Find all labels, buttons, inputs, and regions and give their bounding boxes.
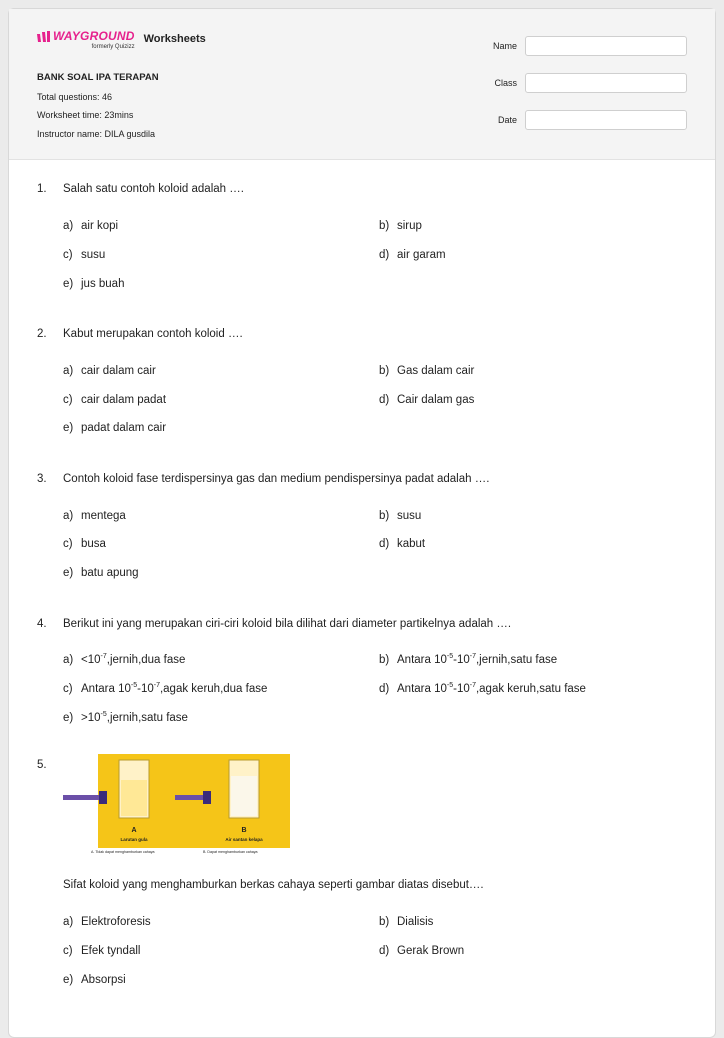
flashlight-a-head [99,791,107,804]
option-e[interactable] [63,712,188,724]
option-text: susu [397,510,422,522]
option-text: Cair dalam gas [397,394,475,406]
option-text: ,jernih,satu fase [475,654,558,666]
option-c[interactable] [63,683,267,695]
option-text: Absorpsi [81,974,126,986]
option-text: Gas dalam cair [397,365,475,377]
question-text: Kabut merupakan contoh koloid …. [63,328,243,340]
option-letter: b) [379,365,390,377]
option-e[interactable] [63,278,124,290]
worksheet-header [9,9,715,160]
date-label: Date [497,115,517,125]
option-e[interactable] [63,567,139,579]
option-a[interactable] [63,916,151,928]
option-exponent: -7 [153,682,160,689]
figure-label-b: B [241,827,247,834]
option-letter: d) [379,683,390,695]
option-d[interactable] [379,538,425,550]
option-letter: e) [63,567,74,579]
tyndall-effect-figure [63,754,263,856]
question-2 [37,328,697,434]
beaker-a-liquid [121,780,147,816]
question-number: 4. [37,618,47,630]
figure-caption-b: B. Dapat menghamburkan cahaya [203,850,258,854]
option-text: >10 [81,712,101,724]
option-letter: e) [63,422,74,434]
option-text: -10 [453,654,470,666]
option-a[interactable] [63,510,126,522]
brand [37,29,206,50]
question-4 [37,618,697,724]
option-d[interactable] [379,394,474,406]
option-text: Antara 10 [397,683,447,695]
option-exponent: -5 [446,653,454,660]
option-text: busa [81,538,106,550]
figure-sublabel-a: Larutan gula [120,837,148,842]
option-text: ,agak keruh,satu fase [475,683,586,695]
option-letter: d) [379,394,390,406]
option-a[interactable] [63,654,185,666]
option-text: ,agak keruh,dua fase [159,683,268,695]
option-text: cair dalam padat [81,394,167,406]
question-number: 2. [37,328,47,340]
worksheet-page [8,8,716,1038]
logo-wordmark: WAYGROUND [53,29,135,43]
flashlight-b-head [203,791,211,804]
option-e[interactable] [63,974,126,986]
option-text: air kopi [81,220,119,232]
option-letter: d) [379,945,390,957]
question-text: Berikut ini yang merupakan ciri-ciri koloid bila dilihat dari diameter partikelnya adalah …. [63,618,512,630]
option-text: <10 [81,654,101,666]
option-letter: c) [63,538,73,550]
option-exponent: -7 [100,653,107,660]
option-letter: a) [63,654,74,666]
question-number: 1. [37,183,47,195]
option-text: Antara 10 [81,683,131,695]
option-letter: b) [379,510,390,522]
option-letter: c) [63,683,73,695]
option-letter: b) [379,220,390,232]
option-d[interactable] [379,683,586,695]
option-text: ,jernih,dua fase [106,654,186,666]
option-exponent: -7 [469,682,476,689]
option-text: -10 [453,683,470,695]
option-b[interactable] [379,365,474,377]
wayground-logo [37,29,135,50]
option-text: padat dalam cair [81,422,167,434]
option-a[interactable] [63,365,156,377]
option-text: ,jernih,satu fase [106,712,188,724]
option-letter: e) [63,712,74,724]
option-letter: a) [63,916,74,928]
option-letter: a) [63,220,74,232]
flashlight-b [175,795,205,800]
option-letter: e) [63,278,74,290]
option-text: Antara 10 [397,654,447,666]
class-field[interactable] [525,73,687,93]
worksheet-meta [37,69,159,143]
figure-label-a: A [131,827,137,834]
question-3 [37,473,697,579]
option-text: Dialisis [397,916,434,928]
question-1 [37,183,697,290]
option-c[interactable] [63,394,166,406]
option-text: sirup [397,220,422,232]
student-fields [493,35,687,146]
option-text: jus buah [81,278,125,290]
option-exponent: -5 [130,682,138,689]
option-text: Gerak Brown [397,945,465,957]
worksheet-time: Worksheet time: 23mins [37,110,134,120]
option-letter: c) [63,394,73,406]
option-letter: b) [379,916,390,928]
option-text: air garam [397,249,446,261]
question-number: 5. [37,759,47,771]
option-a[interactable] [63,220,118,232]
question-text: Contoh koloid fase terdispersinya gas dan medium pendispersinya padat adalah …. [63,473,490,485]
option-text: batu apung [81,567,139,579]
logo-mark-icon [37,31,53,42]
name-field[interactable] [525,36,687,56]
option-exponent: -5 [446,682,454,689]
option-letter: a) [63,510,74,522]
option-b[interactable] [379,654,557,666]
figure-sublabel-b: Air santan kelapa [225,837,263,842]
instructor-name: Instructor name: DILA gusdila [37,128,156,139]
option-b[interactable] [379,510,421,522]
question-5 [37,759,697,986]
total-questions: Total questions: 46 [37,91,113,102]
option-text: -10 [137,683,154,695]
option-letter: d) [379,538,390,550]
option-c[interactable] [63,538,106,550]
class-label: Class [494,78,517,88]
question-number: 3. [37,473,47,485]
option-d[interactable] [379,249,446,261]
option-b[interactable] [379,916,433,928]
logo-subtitle: formerly Quizizz [91,44,135,50]
option-c[interactable] [63,945,140,957]
option-text: cair dalam cair [81,365,156,377]
option-text: susu [81,249,106,261]
option-letter: c) [63,945,73,957]
date-field[interactable] [525,110,687,130]
option-c[interactable] [63,249,105,261]
option-letter: b) [379,654,390,666]
beaker-b-liquid [231,776,257,816]
question-text: Sifat koloid yang menghamburkan berkas cahaya seperti gambar diatas disebut…. [63,879,484,891]
option-letter: d) [379,249,390,261]
option-letter: e) [63,974,74,986]
option-letter: c) [63,249,73,261]
option-exponent: -5 [100,711,107,718]
option-text: Elektroforesis [81,916,151,928]
worksheet-title: BANK SOAL IPA TERAPAN [37,72,159,83]
option-text: mentega [81,510,126,522]
option-b[interactable] [379,220,422,232]
option-d[interactable] [379,945,464,957]
option-exponent: -7 [469,653,476,660]
flashlight-a [63,795,101,800]
option-e[interactable] [63,422,166,434]
figure-caption-a: A. Tidak dapat menghamburkan cahaya [91,850,155,854]
option-letter: a) [63,365,74,377]
option-text: kabut [397,538,426,550]
option-text: Efek tyndall [81,945,141,957]
name-label: Name [492,41,517,51]
section-title: Worksheets [143,33,206,45]
question-text: Salah satu contoh koloid adalah …. [63,183,244,195]
